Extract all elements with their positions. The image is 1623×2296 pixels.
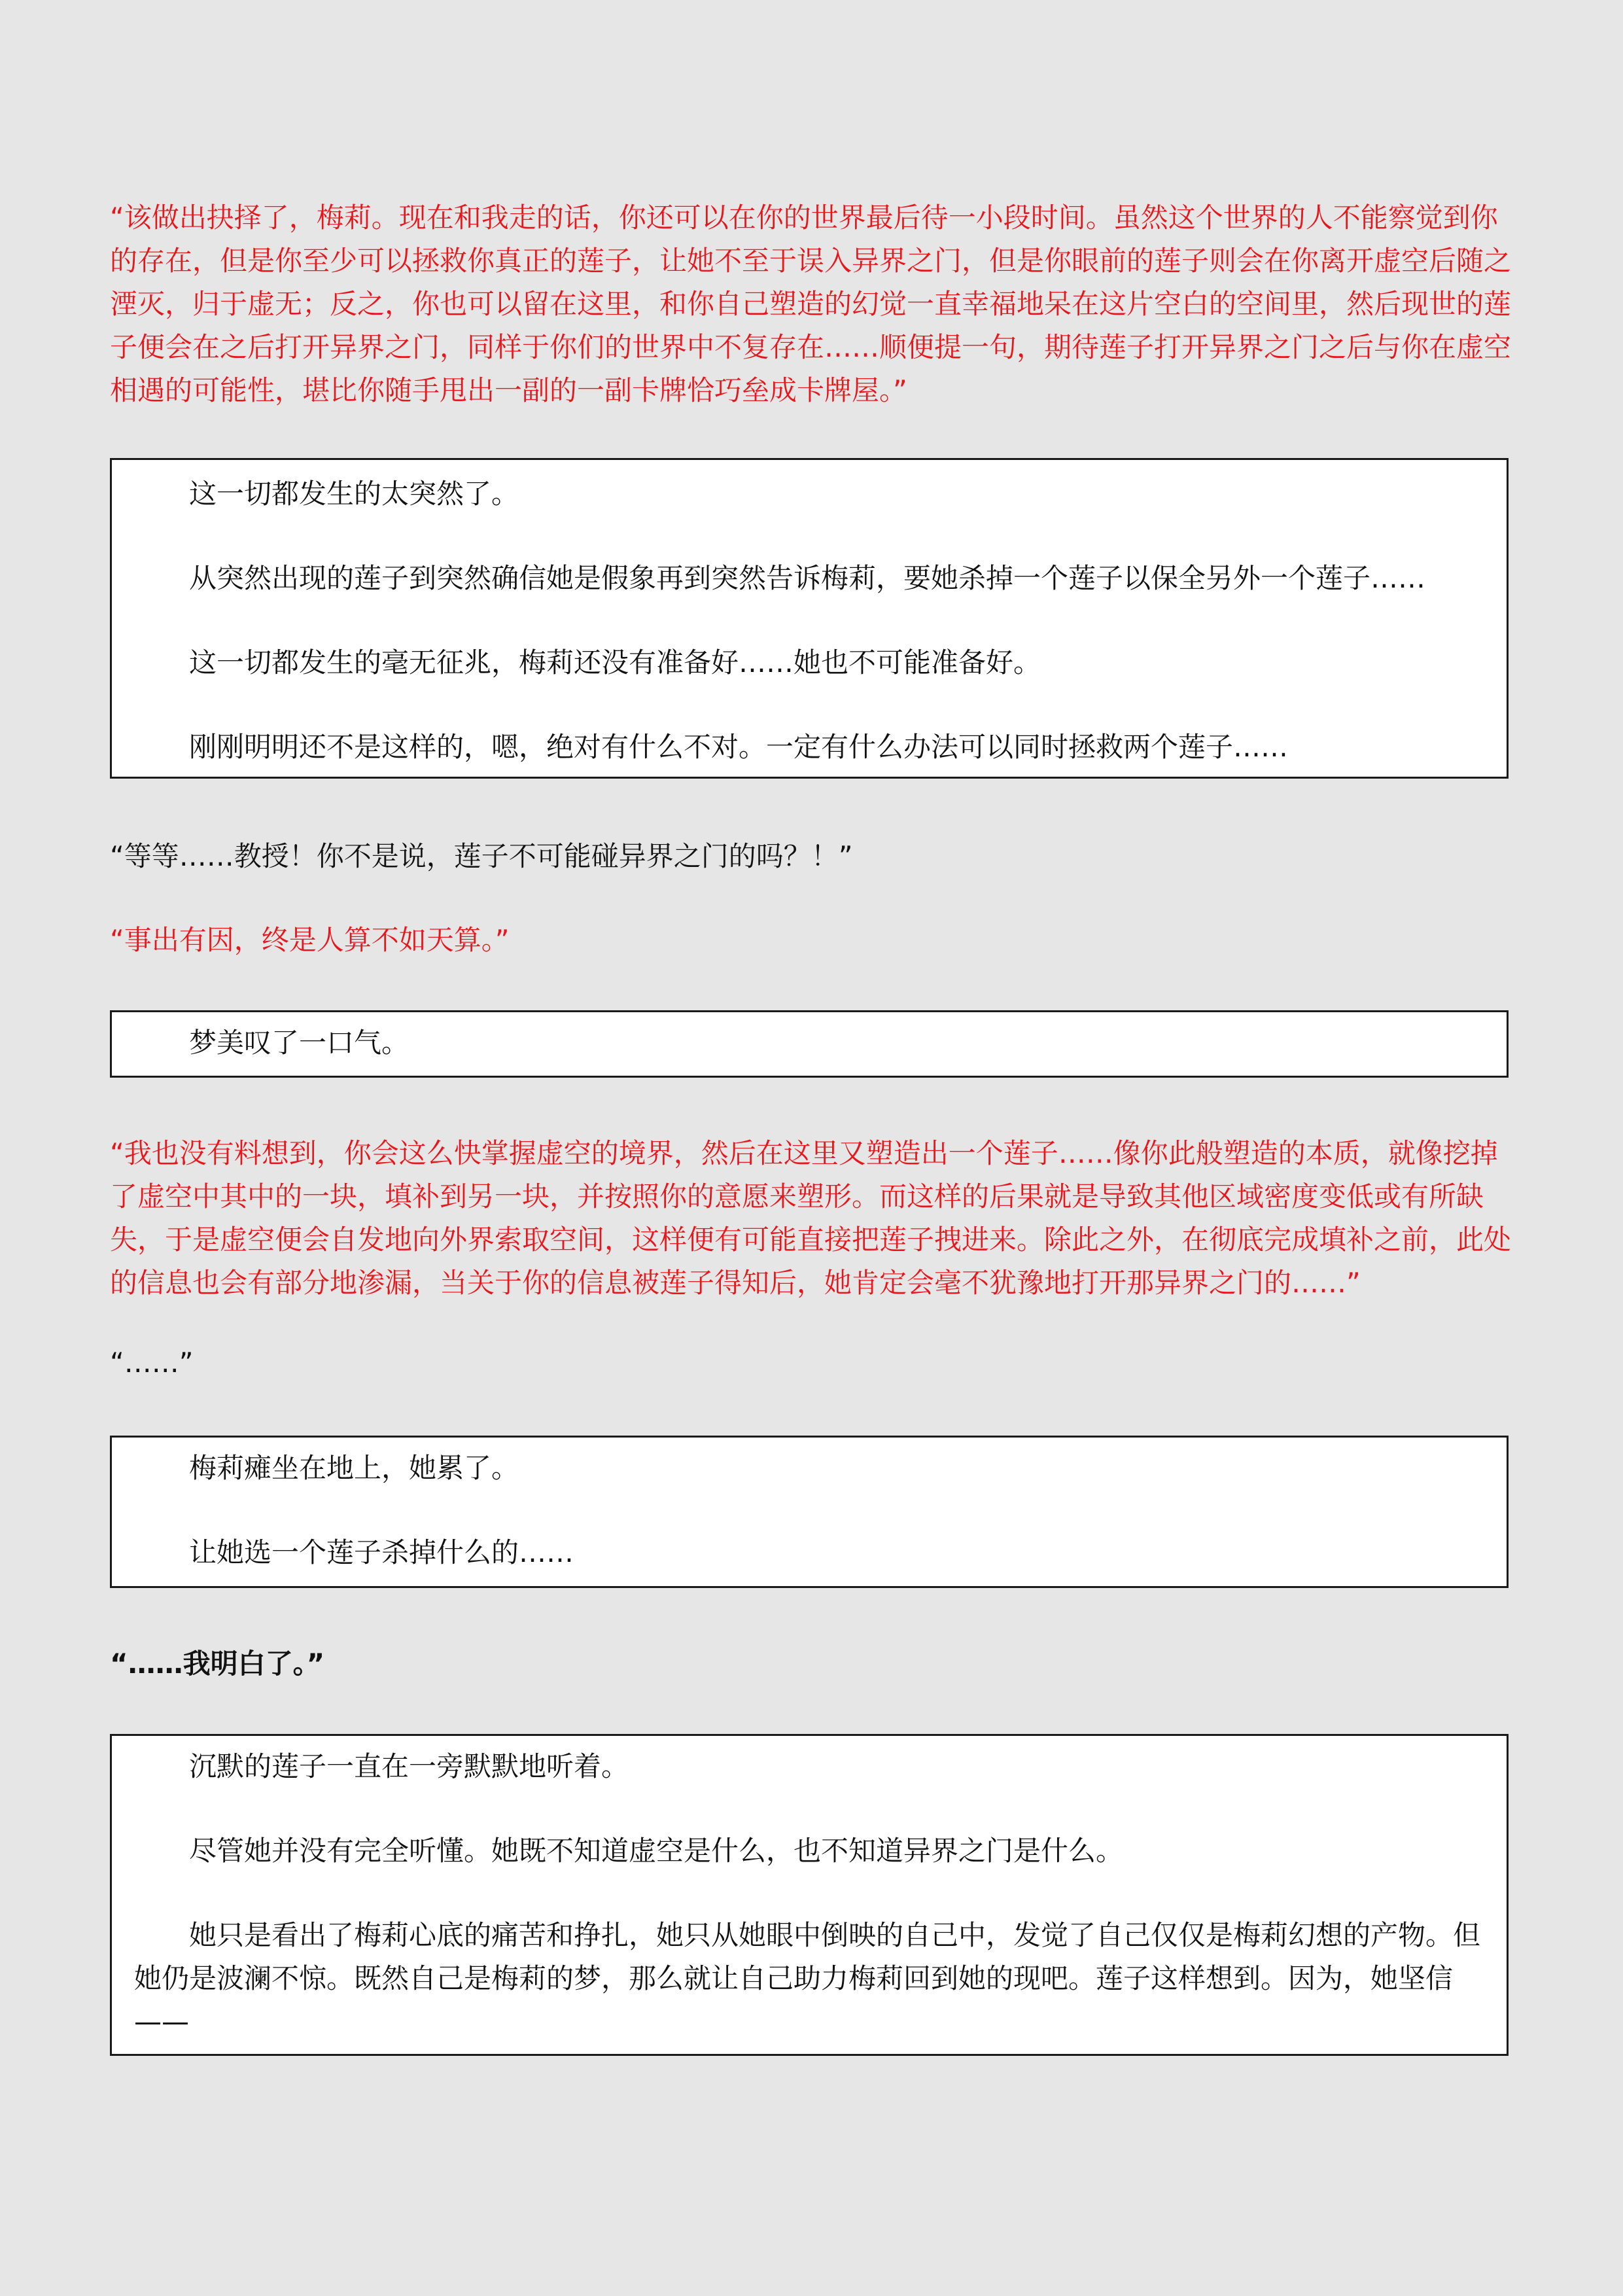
professor-speech-explanation: “我也没有料想到，你会这么快掌握虚空的境界，然后在这里又塑造出一个莲子……像你此般塑造的本质，就像挖掉了虚空中其中的一块，填补到另一块，并按照你的意愿来塑形。而这样的后果就是导致其他区域密度变低或有所缺失，于是虚空便会自发地向外界索取空间，这样便有可能直接把莲子拽进来。除此之外，在彻底完成填补之前，此处的信息也会有部分地渗漏，当关于你的信息被莲子得知后，她肯定会毫不犹豫地打开那异界之门的……” xyxy=(110,1137,1512,1299)
dialogue-paragraph-6 xyxy=(110,1642,1515,1686)
professor-speech-reply: “事出有因，终是人算不如天算。” xyxy=(110,924,510,956)
narration-line: 她只是看出了梅莉心底的痛苦和挣扎，她只从她眼中倒映的自己中，发觉了自己仅仅是梅莉幻想的产物。但她仍是波澜不惊。既然自己是梅莉的梦，那么就让自己助力梅莉回到她的现吧。莲子这样想到。因为，她坚信—— xyxy=(134,1919,1481,2038)
dialogue-paragraph-5 xyxy=(110,1341,1515,1385)
narration-line: 这一切都发生的毫无征兆，梅莉还没有准备好……她也不可能准备好。 xyxy=(189,646,1041,679)
narration-line: 让她选一个莲子杀掉什么的…… xyxy=(189,1536,574,1568)
maribel-speech-question: “等等……教授！你不是说，莲子不可能碰异界之门的吗？！” xyxy=(110,840,853,872)
narration-line: 沉默的莲子一直在一旁默默地听着。 xyxy=(189,1750,629,1782)
narration-line: 从突然出现的莲子到突然确信她是假象再到突然告诉梅莉，要她杀掉一个莲子以保全另外一个莲子…… xyxy=(189,562,1426,594)
professor-speech-choice: “该做出抉择了，梅莉。现在和我走的话，你还可以在你的世界最后待一小段时间。虽然这个世界的人不能察觉到你的存在，但是你至少可以拯救你真正的莲子，让她不至于误入异界之门，但是你眼前的莲子则会在你离开虚空后随之湮灭，归于虚无；反之，你也可以留在这里，和你自己塑造的幻觉一直幸福地呆在这片空白的空间里，然后现世的莲子便会在之后打开异界之门，同样于你们的世界中不复存在……顺便提一句，期待莲子打开异界之门之后与你在虚空相遇的可能性，堪比你随手甩出一副的一副卡牌恰巧垒成卡牌屋。” xyxy=(110,202,1512,406)
dialogue-paragraph-1 xyxy=(110,196,1515,412)
narration-line: 梦美叹了一口气。 xyxy=(189,1027,410,1059)
narration-line: 刚刚明明还不是这样的，嗯，绝对有什么不对。一定有什么办法可以同时拯救两个莲子…… xyxy=(189,731,1289,763)
narration-box-2 xyxy=(110,1010,1509,1078)
dialogue-paragraph-2 xyxy=(110,835,1515,878)
dialogue-paragraph-3 xyxy=(110,919,1515,962)
maribel-speech-decision: “……我明白了。” xyxy=(110,1648,325,1680)
narration-box-1 xyxy=(110,458,1509,779)
narration-box-3 xyxy=(110,1436,1509,1588)
narration-box-4 xyxy=(110,1734,1509,2056)
narration-line: 这一切都发生的太突然了。 xyxy=(189,478,519,510)
silent-speech: “……” xyxy=(110,1347,194,1379)
narration-line: 尽管她并没有完全听懂。她既不知道虚空是什么，也不知道异界之门是什么。 xyxy=(189,1835,1124,1867)
dialogue-paragraph-4 xyxy=(110,1132,1515,1305)
narration-line: 梅莉瘫坐在地上，她累了。 xyxy=(189,1452,519,1484)
